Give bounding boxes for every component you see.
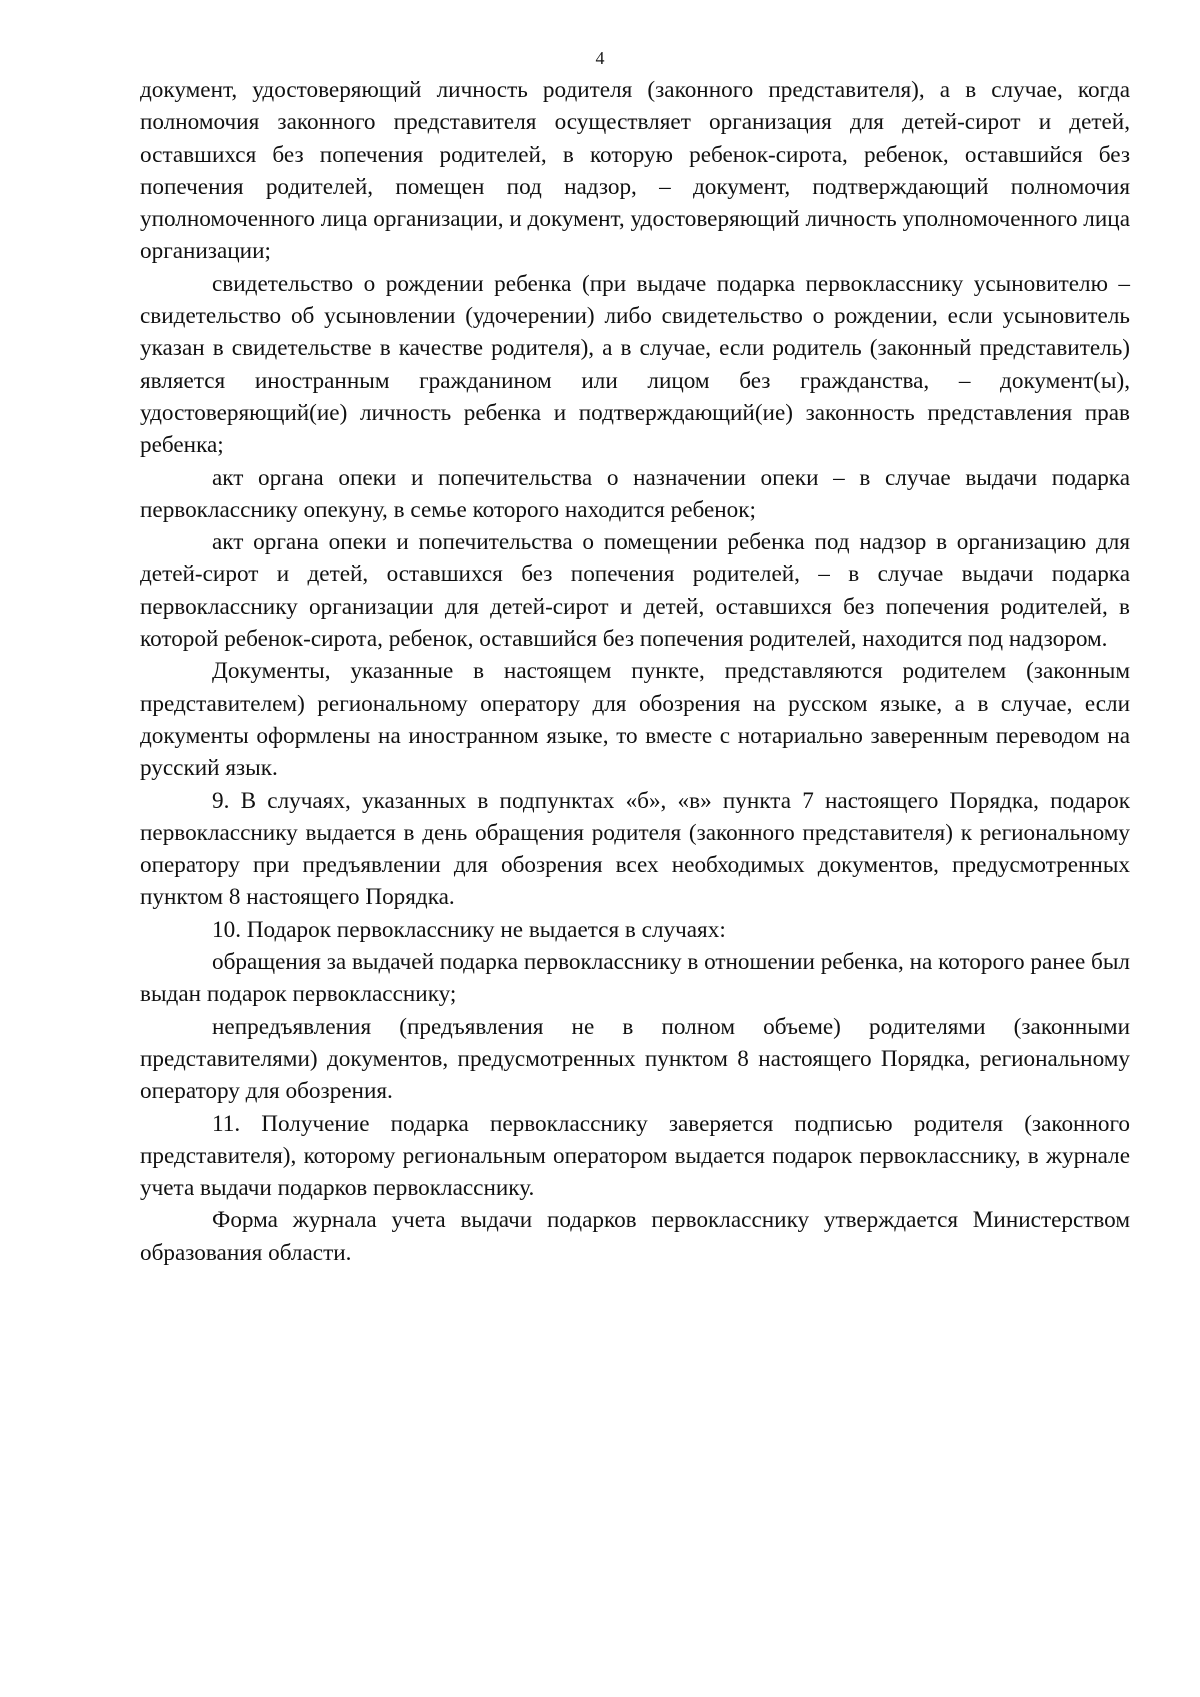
paragraph: 9. В случаях, указанных в подпунктах «б», «в» пункта 7 настоящего Порядка, подарок первокласснику выдается в день обращения родителя (законного представителя) к региональному оператору при предъявлении для обозрения всех необходимых документов, предусмотренных пунктом 8 настоящего Порядка.	[140, 787, 1130, 911]
document-body	[140, 74, 1130, 1269]
paragraph: документ, удостоверяющий личность родителя (законного представителя), а в случае, когда полномочия законного представителя осуществляет организация для детей-сирот и детей, оставшихся без попечения родителей, в которую ребенок-сирота, ребенок, оставшийся без попечения родителей, помещен под надзор, – документ, подтверждающий полномочия уполномоченного лица организации, и документ, удостоверяющий личность уполномоченного лица организации;	[140, 77, 1130, 265]
paragraph: свидетельство о рождении ребенка (при выдаче подарка первокласснику усыновителю – свидетельство об усыновлении (удочерении) либо свидетельство о рождении, если усыновитель указан в свидетельстве в качестве родителя), а в случае, если родитель (законный представитель) является иностранным гражданином или лицом без гражданства, – документ(ы), удостоверяющий(ие) личность ребенка и подтверждающий(ие) законность представления прав ребенка;	[140, 270, 1130, 459]
paragraph: непредъявления (предъявления не в полном объеме) родителями (законными представителями) документов, предусмотренных пунктом 8 настоящего Порядка, региональному оператору для обозрения.	[140, 1013, 1130, 1105]
paragraph: акт органа опеки и попечительства о назначении опеки – в случае выдачи подарка первокласснику опекуну, в семье которого находится ребенок;	[140, 464, 1130, 523]
paragraph: 10. Подарок первокласснику не выдается в случаях:	[212, 916, 726, 943]
paragraph: 11. Получение подарка первокласснику заверяется подписью родителя (законного представителя), которому региональным оператором выдается подарок первокласснику, в журнале учета выдачи подарков первокласснику.	[140, 1110, 1130, 1202]
paragraph: акт органа опеки и попечительства о помещении ребенка под надзор в организацию для детей-сирот и детей, оставшихся без попечения родителей, – в случае выдачи подарка первокласснику организации для детей-сирот и детей, оставшихся без попечения родителей, в которой ребенок-сирота, ребенок, оставшийся без попечения родителей, находится под надзором.	[140, 529, 1130, 653]
paragraph: Форма журнала учета выдачи подарков первокласснику утверждается Министерством образования области.	[140, 1207, 1130, 1266]
page-number: 4	[595, 48, 605, 68]
paragraph: обращения за выдачей подарка первокласснику в отношении ребенка, на которого ранее был выдан подарок первокласснику;	[140, 949, 1130, 1008]
paragraph: Документы, указанные в настоящем пункте, представляются родителем (законным представителем) региональному оператору для обозрения на русском языке, а в случае, если документы оформлены на иностранном языке, то вместе с нотариально заверенным переводом на русский язык.	[140, 658, 1130, 782]
